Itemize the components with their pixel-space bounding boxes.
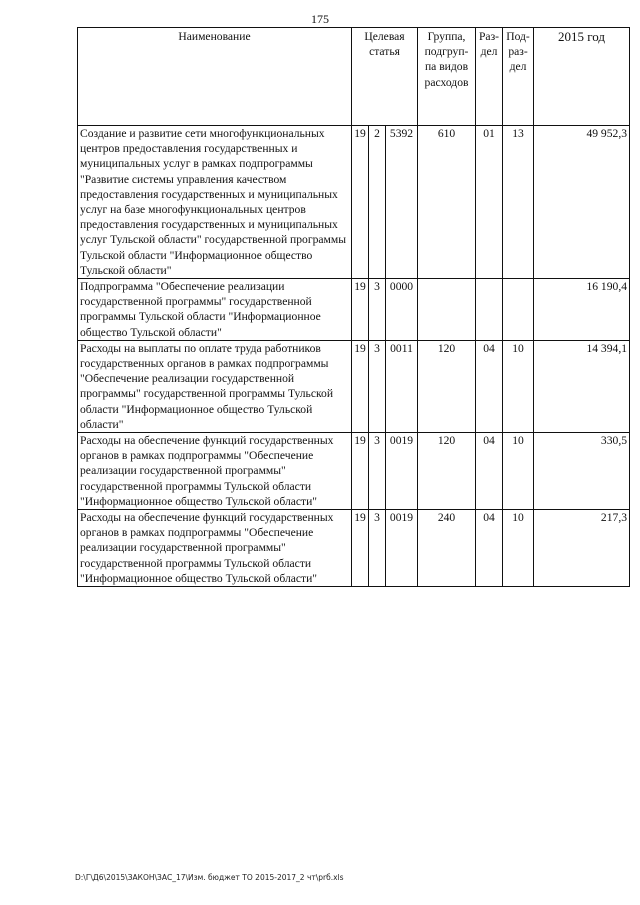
row-code-program: 19	[352, 279, 369, 341]
row-section: 04	[476, 340, 503, 432]
row-code-program: 19	[352, 340, 369, 432]
table-row	[78, 510, 630, 587]
row-code-subprogram: 3	[369, 279, 386, 341]
row-code-program: 19	[352, 126, 369, 279]
row-code-program: 19	[352, 510, 369, 587]
row-code-direction: 5392	[386, 126, 418, 279]
budget-table	[77, 27, 630, 587]
header-name: Наименование	[78, 28, 352, 126]
row-name: Расходы на выплаты по оплате труда работников государственных органов в рамках подпрограммы "Обеспечение реализации государственной программы" государственной программы Тульской области "Информационное общество Тульской области"	[78, 340, 352, 432]
row-expense-group: 240	[418, 510, 476, 587]
row-amount: 330,5	[534, 433, 630, 510]
row-amount: 14 394,1	[534, 340, 630, 432]
row-subsection: 10	[503, 510, 534, 587]
table-row	[78, 126, 630, 279]
page-number: 175	[311, 12, 329, 26]
row-expense-group: 120	[418, 433, 476, 510]
row-name: Подпрограмма "Обеспечение реализации государственной программы" государственной программы Тульской области "Информационное общество Тульской области"	[78, 279, 352, 341]
table-row	[78, 433, 630, 510]
header-year: 2015 год	[534, 28, 630, 126]
row-code-direction: 0011	[386, 340, 418, 432]
header-target-article: Целевая статья	[352, 28, 418, 126]
row-code-direction: 0019	[386, 433, 418, 510]
row-name: Расходы на обеспечение функций государственных органов в рамках подпрограммы "Обеспечение реализации государственной программы" государственной программы Тульской области "Информационное общество Тульской области"	[78, 433, 352, 510]
row-subsection: 10	[503, 340, 534, 432]
row-code-subprogram: 2	[369, 126, 386, 279]
row-subsection	[503, 279, 534, 341]
row-subsection: 10	[503, 433, 534, 510]
row-code-subprogram: 3	[369, 510, 386, 587]
row-section: 04	[476, 510, 503, 587]
row-subsection: 13	[503, 126, 534, 279]
row-code-subprogram: 3	[369, 340, 386, 432]
row-amount: 49 952,3	[534, 126, 630, 279]
row-expense-group: 120	[418, 340, 476, 432]
row-section: 01	[476, 126, 503, 279]
row-section: 04	[476, 433, 503, 510]
row-code-subprogram: 3	[369, 433, 386, 510]
header-section: Раз-дел	[476, 28, 503, 126]
header-subsection: Под-раз-дел	[503, 28, 534, 126]
header-row	[78, 28, 630, 126]
row-section	[476, 279, 503, 341]
row-amount: 217,3	[534, 510, 630, 587]
row-code-direction: 0000	[386, 279, 418, 341]
row-code-direction: 0019	[386, 510, 418, 587]
row-expense-group	[418, 279, 476, 341]
row-name: Расходы на обеспечение функций государственных органов в рамках подпрограммы "Обеспечение реализации государственной программы" государственной программы Тульской области "Информационное общество Тульской области"	[78, 510, 352, 587]
row-name: Создание и развитие сети многофункциональных центров предоставления государственных и муниципальных услуг в рамках подпрограммы "Развитие системы управления качеством предоставления государственных и муниципальных услуг на базе многофункциональных центров предоставления государственных и муниципальных услуг Тульской области" государственной программы Тульской области "Информационное общество Тульской области"	[78, 126, 352, 279]
row-code-program: 19	[352, 433, 369, 510]
footer-file-path: D:\Г\Д6\2015\ЗАКОН\ЗАС_17\Изм. бюджет ТО 2015-2017_2 чт\prб.xls	[75, 873, 344, 882]
row-expense-group: 610	[418, 126, 476, 279]
table-row	[78, 340, 630, 432]
row-amount: 16 190,4	[534, 279, 630, 341]
table-row	[78, 279, 630, 341]
header-expense-group: Группа, подгруп-па видов расходов	[418, 28, 476, 126]
